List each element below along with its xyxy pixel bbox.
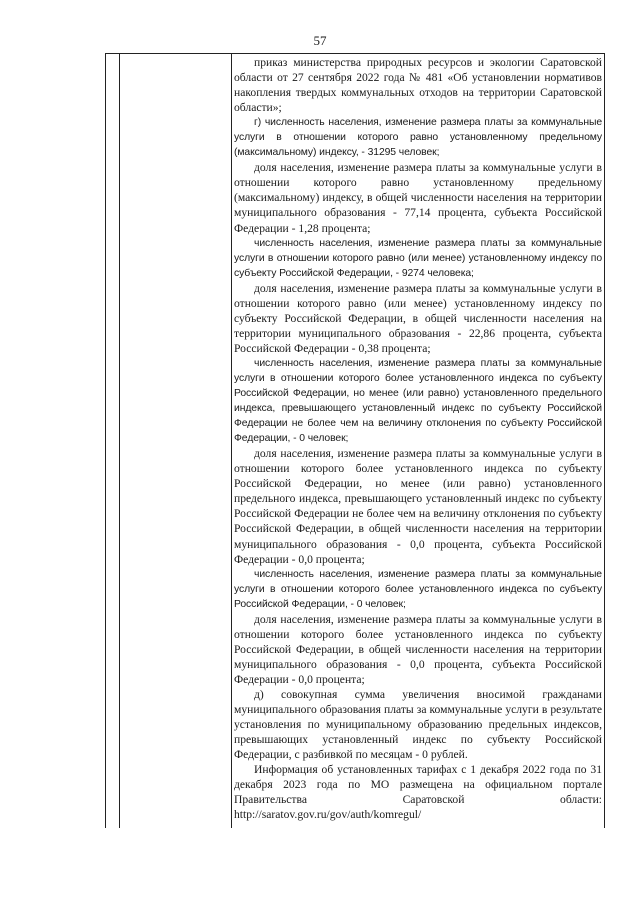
paragraph: доля населения, изменение размера платы за коммунальные услуги в отношении которого равно установленному предельному (максимальному) индексу, в общей численности населения на территории муниципального образования - 77,14 процента, субъекта Российской Федерации - 1,28 процента; [234,161,602,235]
paragraph: д) совокупная сумма увеличения вносимой гражданами муниципального образования платы за коммунальные услуги в результате установления по муниципальному образованию предельных индексов, превышающих установленный индекс по субъекту Российской Федерации, с разбивкой по месяцам - 0 рублей. [234,687,602,762]
paragraph: доля населения, изменение размера платы за коммунальные услуги в отношении которого равно (или менее) установленному индексу по субъекту Российской Федерации, в общей численности населения на территории муниципального образования - 22,86 процента, субъекта Российской Федерации - 0,38 процента; [234,281,602,355]
paragraph: численность населения, изменение размера платы за коммунальные услуги в отношении которого равно (или менее) установленному индексу по субъекту Российской Федерации, - 9274 человека; [234,237,602,279]
paragraph: г) численность населения, изменение размера платы за коммунальные услуги в отношении которого равно установленному предельному (максимальному) индексу, - 31295 человек; [234,117,602,159]
paragraph: доля населения, изменение размера платы за коммунальные услуги в отношении которого более установленного индекса по субъекту Российской Федерации, но менее (или равно) установленного предельного индекса, превышающего установленный индекс по субъекту Российской Федерации не более чем на величину отклонения по субъекту Российской Федерации, в общей численности населения на территории муниципального образования - 0,0 процента, субъекта Российской Федерации - 0,0 процента; [234,447,602,566]
paragraph: доля населения, изменение размера платы за коммунальные услуги в отношении которого более установленного индекса по субъекту Российской Федерации, в общей численности населения на территории муниципального образования - 0,0 процента, субъекта Российской Федерации - 0,0 процента; [234,612,602,686]
paragraph: Информация об установленных тарифах с 1 декабря 2022 года по 31 декабря 2023 года по МО размещена на официальном портале Правительства Саратовской области: http://saratov.gov.ru/gov/auth/komregul/ [234,763,602,822]
document-table [105,53,605,828]
content-cell [234,55,602,822]
page-number: 57 [313,33,327,48]
column-divider [231,54,232,828]
paragraph: численность населения, изменение размера платы за коммунальные услуги в отношении которого более установленного индекса по субъекту Российской Федерации, - 0 человек; [234,568,602,610]
paragraph: численность населения, изменение размера платы за коммунальные услуги в отношении которого более установленного индекса по субъекту Российской Федерации, но менее (или равно) установленного предельного индекса, превышающего установленный индекс по субъекту Российской Федерации не более чем на величину отклонения по субъекту Российской Федерации, - 0 человек; [234,357,602,445]
paragraph: приказ министерства природных ресурсов и экологии Саратовской области от 27 сентября 2022 года № 481 «Об установлении нормативов накопления твердых коммунальных отходов на территории Саратовской области»; [234,56,602,115]
column-divider [119,54,120,828]
